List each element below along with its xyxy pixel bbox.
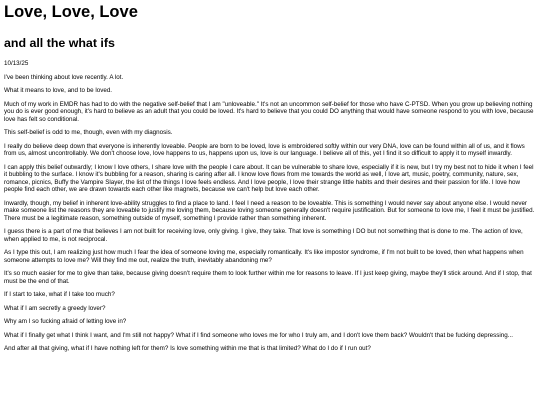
paragraph: Why am I so fucking afraid of letting love in? bbox=[4, 318, 127, 325]
post-body bbox=[4, 74, 536, 353]
paragraph: What it means to love, and to be loved. bbox=[4, 87, 113, 94]
paragraph: As I type this out, I am realizing just how much I fear the idea of someone loving me, especially romantically. It's like impostor syndrome, if I'm not built to be loved, then what happens when someone attempts to love me? Will they find me out, realize the truth, inevitably abandoning me? bbox=[4, 249, 524, 264]
post-date: 10/13/25 bbox=[4, 60, 29, 67]
paragraph: This self-belief is odd to me, though, even with my diagnosis. bbox=[4, 129, 173, 136]
paragraph: I really do believe deep down that everyone is inherently loveable. People are born to be loved, love is embroidered softly within our very DNA, love can be found within all of us, and it flows from us, almost uncontrollably. We don't choose love, love happens to us, happens upon us, love is our language. I believe all of this, yet I find it so difficult to apply it to myself inwardly. bbox=[4, 142, 525, 157]
post-subtitle: and all the what ifs bbox=[4, 36, 115, 50]
paragraph: Much of my work in EMDR has had to do with the negative self-belief that I am "unloveable." It's not an uncommon self-belief for those who have C-PTSD. When you grow up believing nothing you do is ever good enough, it's hard to believe as an adult that you could be loved. It's hard to believe that you could DO anything that would have someone respond to you with love, because love has felt so conditional. bbox=[4, 100, 534, 123]
paragraph: If I start to take, what if I take too much? bbox=[4, 291, 115, 298]
paragraph: What if I finally get what I think I want, and I'm still not happy? What if I find someone who loves me for who I truly am, and I don't love them back? Wouldn't that be fucking depressing... bbox=[4, 331, 513, 339]
paragraph: I guess there is a part of me that believes I am not built for receiving love, only giving. I give, they take. That love is something I DO but not something that is done to me. The action of love, when applied to me, is not reciprocal. bbox=[4, 228, 523, 243]
paragraph: And after all that giving, what if I have nothing left for them? Is love something within me that is that limited? What do I do if I run out? bbox=[4, 345, 371, 352]
paragraph: It's so much easier for me to give than take, because giving doesn't require them to look further within me for reasons to leave. If I just keep giving, maybe they'll stick around. And if I stop, that must be the end of that. bbox=[4, 270, 532, 285]
paragraph: I've been thinking about love recently. A lot. bbox=[4, 73, 124, 81]
paragraph: I can apply this belief outwardly; I know I love others, I share love with the people I care about. It can be vulnerable to share love, especially if it is new, but I try my best not to hide it when I feel it bubbling to the surface. I know it's bubbling for a reason, sharing is caring after all. I know love flows from me towards the world as well, I love art, music, poetry, community, nature, sex, romance, picnics, Buffy the Vampire Slayer, the list of the things I love feels endless. And I love people, I love their strange little habits and their desires and their passion for life. I love how people find each other, we are drawn towards each other like magnets, because we can't help but love each other. bbox=[4, 163, 534, 193]
post-title: Love, Love, Love bbox=[4, 3, 138, 21]
paragraph: Inwardly, though, my belief in inherent love-ability struggles to find a place to land. I feel I need a reason to be loveable. This is something I would never say about anyone else. I would never make someone list the reasons they are loveable to justify me loving them, because loving someone generally doesn't require justification. But for someone to love me, I feel it must be justified. There must be a legitimate reason, something outside of myself, something I provide rather than something inherent. bbox=[4, 199, 535, 222]
paragraph: What if I am secretly a greedy lover? bbox=[4, 304, 106, 312]
document-page bbox=[4, 3, 536, 359]
